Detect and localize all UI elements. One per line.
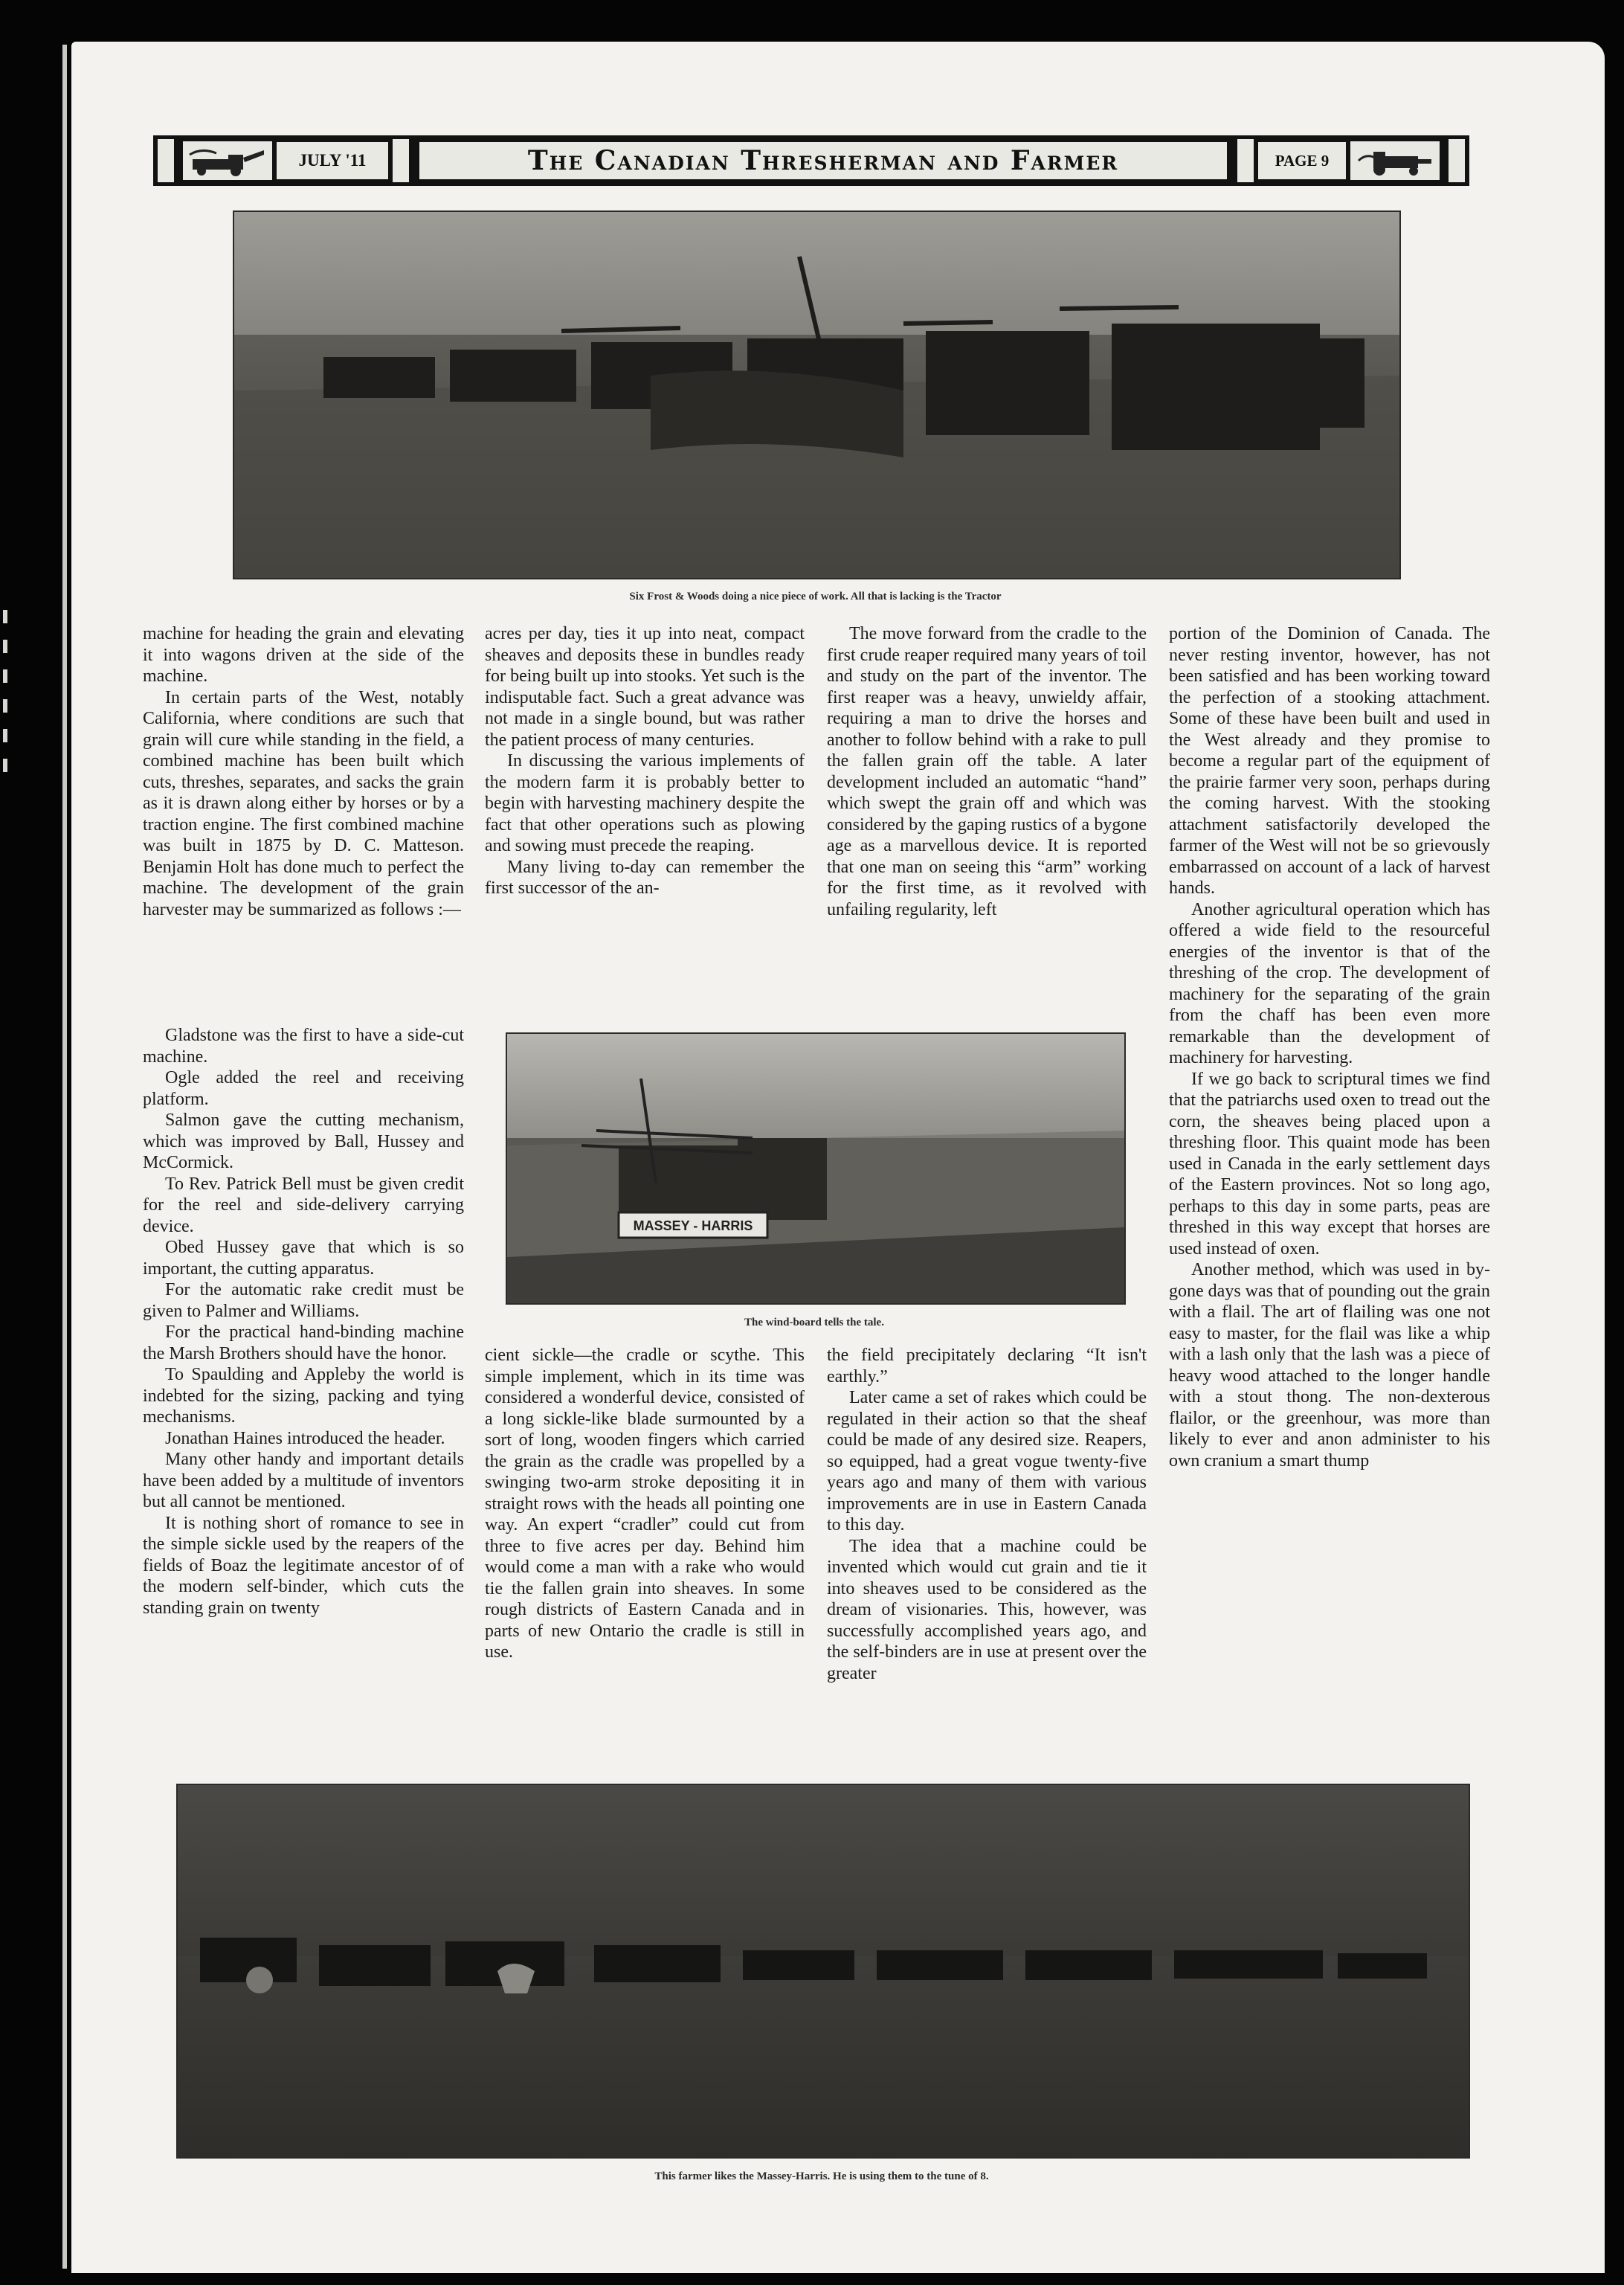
paragraph: Another method, which was used in by-gone days was that of pounding out the grain with a flail. The art of flailing was one not easy to master, for the flail was like a whip with a lash only that the lash was a piece of heavy wood attached to the longer handle with a stout thong. The non-dexterous flailor, or the greenhour, was more than likely to ever and anon administer to his own cranium a smart thump xyxy=(1169,1260,1490,1471)
column-3-upper xyxy=(827,623,1147,920)
paragraph: The idea that a machine could be invented which would cut grain and tie it into sheaves used to be considered as the dream of visionaries. This, however, was successfully accomplished years ago, and the self-binders are in use at present over the greater xyxy=(827,1536,1147,1683)
thresher-ornament-left xyxy=(183,141,272,180)
list-item: It is nothing short of romance to see in the simple sickle used by the reapers of the fields of Boaz the legitimate ancestor of of the modern self-binder, which cuts the standing grain on twenty xyxy=(143,1513,464,1618)
paragraph: Later came a set of rakes which could be regulated in their action so that the sheaf could be made of any desired size. Reapers, so equipped, had a great vogue twenty-five years ago and many of them with various improvements are in use in Eastern Canada to this day. xyxy=(827,1388,1147,1534)
masthead-cap-right xyxy=(1446,137,1467,184)
masthead-cap-left xyxy=(155,137,176,184)
massey-harris-sign: MASSEY - HARRIS xyxy=(633,1218,753,1233)
list-item: To Rev. Patrick Bell must be given credit for the reel and side-delivery carrying device. xyxy=(143,1174,464,1236)
list-item: To Spaulding and Appleby the world is indebted for the sizing, packing and tying mechanisms. xyxy=(143,1365,464,1427)
list-item: Many other handy and important details have been added by a multitude of inventors but all cannot be mentioned. xyxy=(143,1450,464,1511)
list-item: For the practical hand-binding machine the Marsh Brothers should have the honor. xyxy=(143,1323,464,1363)
column-1-lower xyxy=(143,1025,464,1619)
paragraph: Many living to-day can remember the first successor of the an- xyxy=(485,857,805,898)
list-item: For the automatic rake credit must be given to Palmer and Williams. xyxy=(143,1280,464,1321)
publication-title: The Canadian Thresherman and Farmer xyxy=(419,142,1227,179)
column-3-lower xyxy=(827,1345,1147,1684)
paragraph: Another agricultural operation which has offered a wide field to the resourceful energies of the inventor is that of the threshing of the crop. The development of machinery for the separating of the grain from the chaff has been even more remarkable than the development of machinery for harvesting. xyxy=(1169,899,1490,1067)
tractor-ornament-right xyxy=(1350,141,1440,180)
photo-eight-binders xyxy=(176,1784,1470,2159)
photo-eight-binders-caption: This farmer likes the Massey-Harris. He is using them to the tune of 8. xyxy=(654,2170,989,2182)
paragraph: In certain parts of the West, notably California, where conditions are such that grain will cure while standing in the field, a combined machine has been built which cuts, threshes, separates, and sacks the grain as it is drawn along either by horses or by a traction engine. The first combined machine was built in 1875 by D. C. Matteson. Benjamin Holt has done much to perfect the machine. The development of the grain harvester may be summarized as follows :— xyxy=(143,687,464,919)
photo-six-binders-caption: Six Frost & Woods doing a nice piece of work. All that is lacking is the Tractor xyxy=(629,591,1002,602)
list-item: Salmon gave the cutting mechanism, which was improved by Ball, Hussey and McCormick. xyxy=(143,1111,464,1172)
paragraph: the field precipitately declaring “It isn't earthly.” xyxy=(827,1346,1147,1386)
binding-gutter xyxy=(62,45,67,2269)
paragraph: machine for heading the grain and elevating it into wagons driven at the side of the machine. xyxy=(143,624,464,686)
paragraph: acres per day, ties it up into neat, compact sheaves and deposits these in bundles ready for being built up into stooks. Yet such is the indisputable fact. Such a great advance was not made in a single bound, but was rather the patient process of many centuries. xyxy=(485,624,805,750)
list-item: Gladstone was the first to have a side-cut machine. xyxy=(143,1026,464,1067)
column-2-lower xyxy=(485,1345,805,1663)
paragraph: portion of the Dominion of Canada. The never resting inventor, however, has not been satisfied and has been working toward the perfection of a stooking attachment. Some of these have been built and used in the West already and they promise to become a regular part of the equipment of the prairie farmer very soon, perhaps during the coming harvest. With the stooking attachment satisfactorily developed the farmer of the West will not be so grievously embarrassed on account of a lack of harvest hands. xyxy=(1169,624,1490,898)
paragraph: cient sickle—the cradle or scythe. This simple implement, which in its time was considered a wonderful device, consisted of a long sickle-like blade surmounted by a sort of long, wooden fingers which carried the grain as the cradle was propelled by a swinging two-arm stroke depositing it in straight rows with the heads all pointing one way. An expert “cradler” could cut from three to five acres per day. Behind him would come a man with a rake who would tie the fallen grain into sheaves. In some rough districts of Eastern Canada and in parts of new Ontario the cradle is still in use. xyxy=(485,1346,805,1662)
list-item: Ogle added the reel and receiving platform. xyxy=(143,1068,464,1109)
column-4 xyxy=(1169,623,1490,1471)
paragraph: In discussing the various implements of the modern farm it is probably better to begin with harvesting machinery despite the fact that other operations such as plowing and sowing must precede the reaping. xyxy=(485,751,805,855)
paragraph: The move forward from the cradle to the first crude reaper required many years of toil and study on the part of the inventor. The first reaper was a heavy, unwieldy affair, requiring a man to drive the horses and another to follow behind with a rake to pull the fallen grain off the table. A later development included an automatic “hand” which swept the grain off and which was considered by the gaping rustics of a bygone age as a marvellous device. It is reported that one man on seeing this “arm” working for the first time, as it revolved with unfailing regularity, left xyxy=(827,624,1147,919)
photo-six-binders xyxy=(233,210,1401,579)
page-number: PAGE 9 xyxy=(1258,142,1346,179)
column-2-upper xyxy=(485,623,805,899)
masthead xyxy=(153,135,1469,186)
masthead-divider-left xyxy=(390,137,411,184)
photo-massey-harris-windboard-caption: The wind-board tells the tale. xyxy=(744,1317,884,1328)
masthead-divider-right xyxy=(1235,137,1256,184)
issue-date: JULY '11 xyxy=(277,142,388,179)
photo-massey-harris-windboard xyxy=(506,1032,1126,1305)
column-1-upper xyxy=(143,623,464,920)
list-item: Obed Hussey gave that which is so important, the cutting apparatus. xyxy=(143,1238,464,1279)
adjacent-page-edge xyxy=(0,610,10,833)
list-item: Jonathan Haines introduced the header. xyxy=(165,1428,445,1448)
paragraph: If we go back to scriptural times we find that the patriarchs used oxen to tread out the corn, the sheaves being placed upon a threshing floor. This quaint mode has been used in Canada in the early settlement days of the Eastern provinces. Not so long ago, perhaps to this day in some parts, peas are threshed in this way except that horses are used instead of oxen. xyxy=(1169,1069,1490,1259)
